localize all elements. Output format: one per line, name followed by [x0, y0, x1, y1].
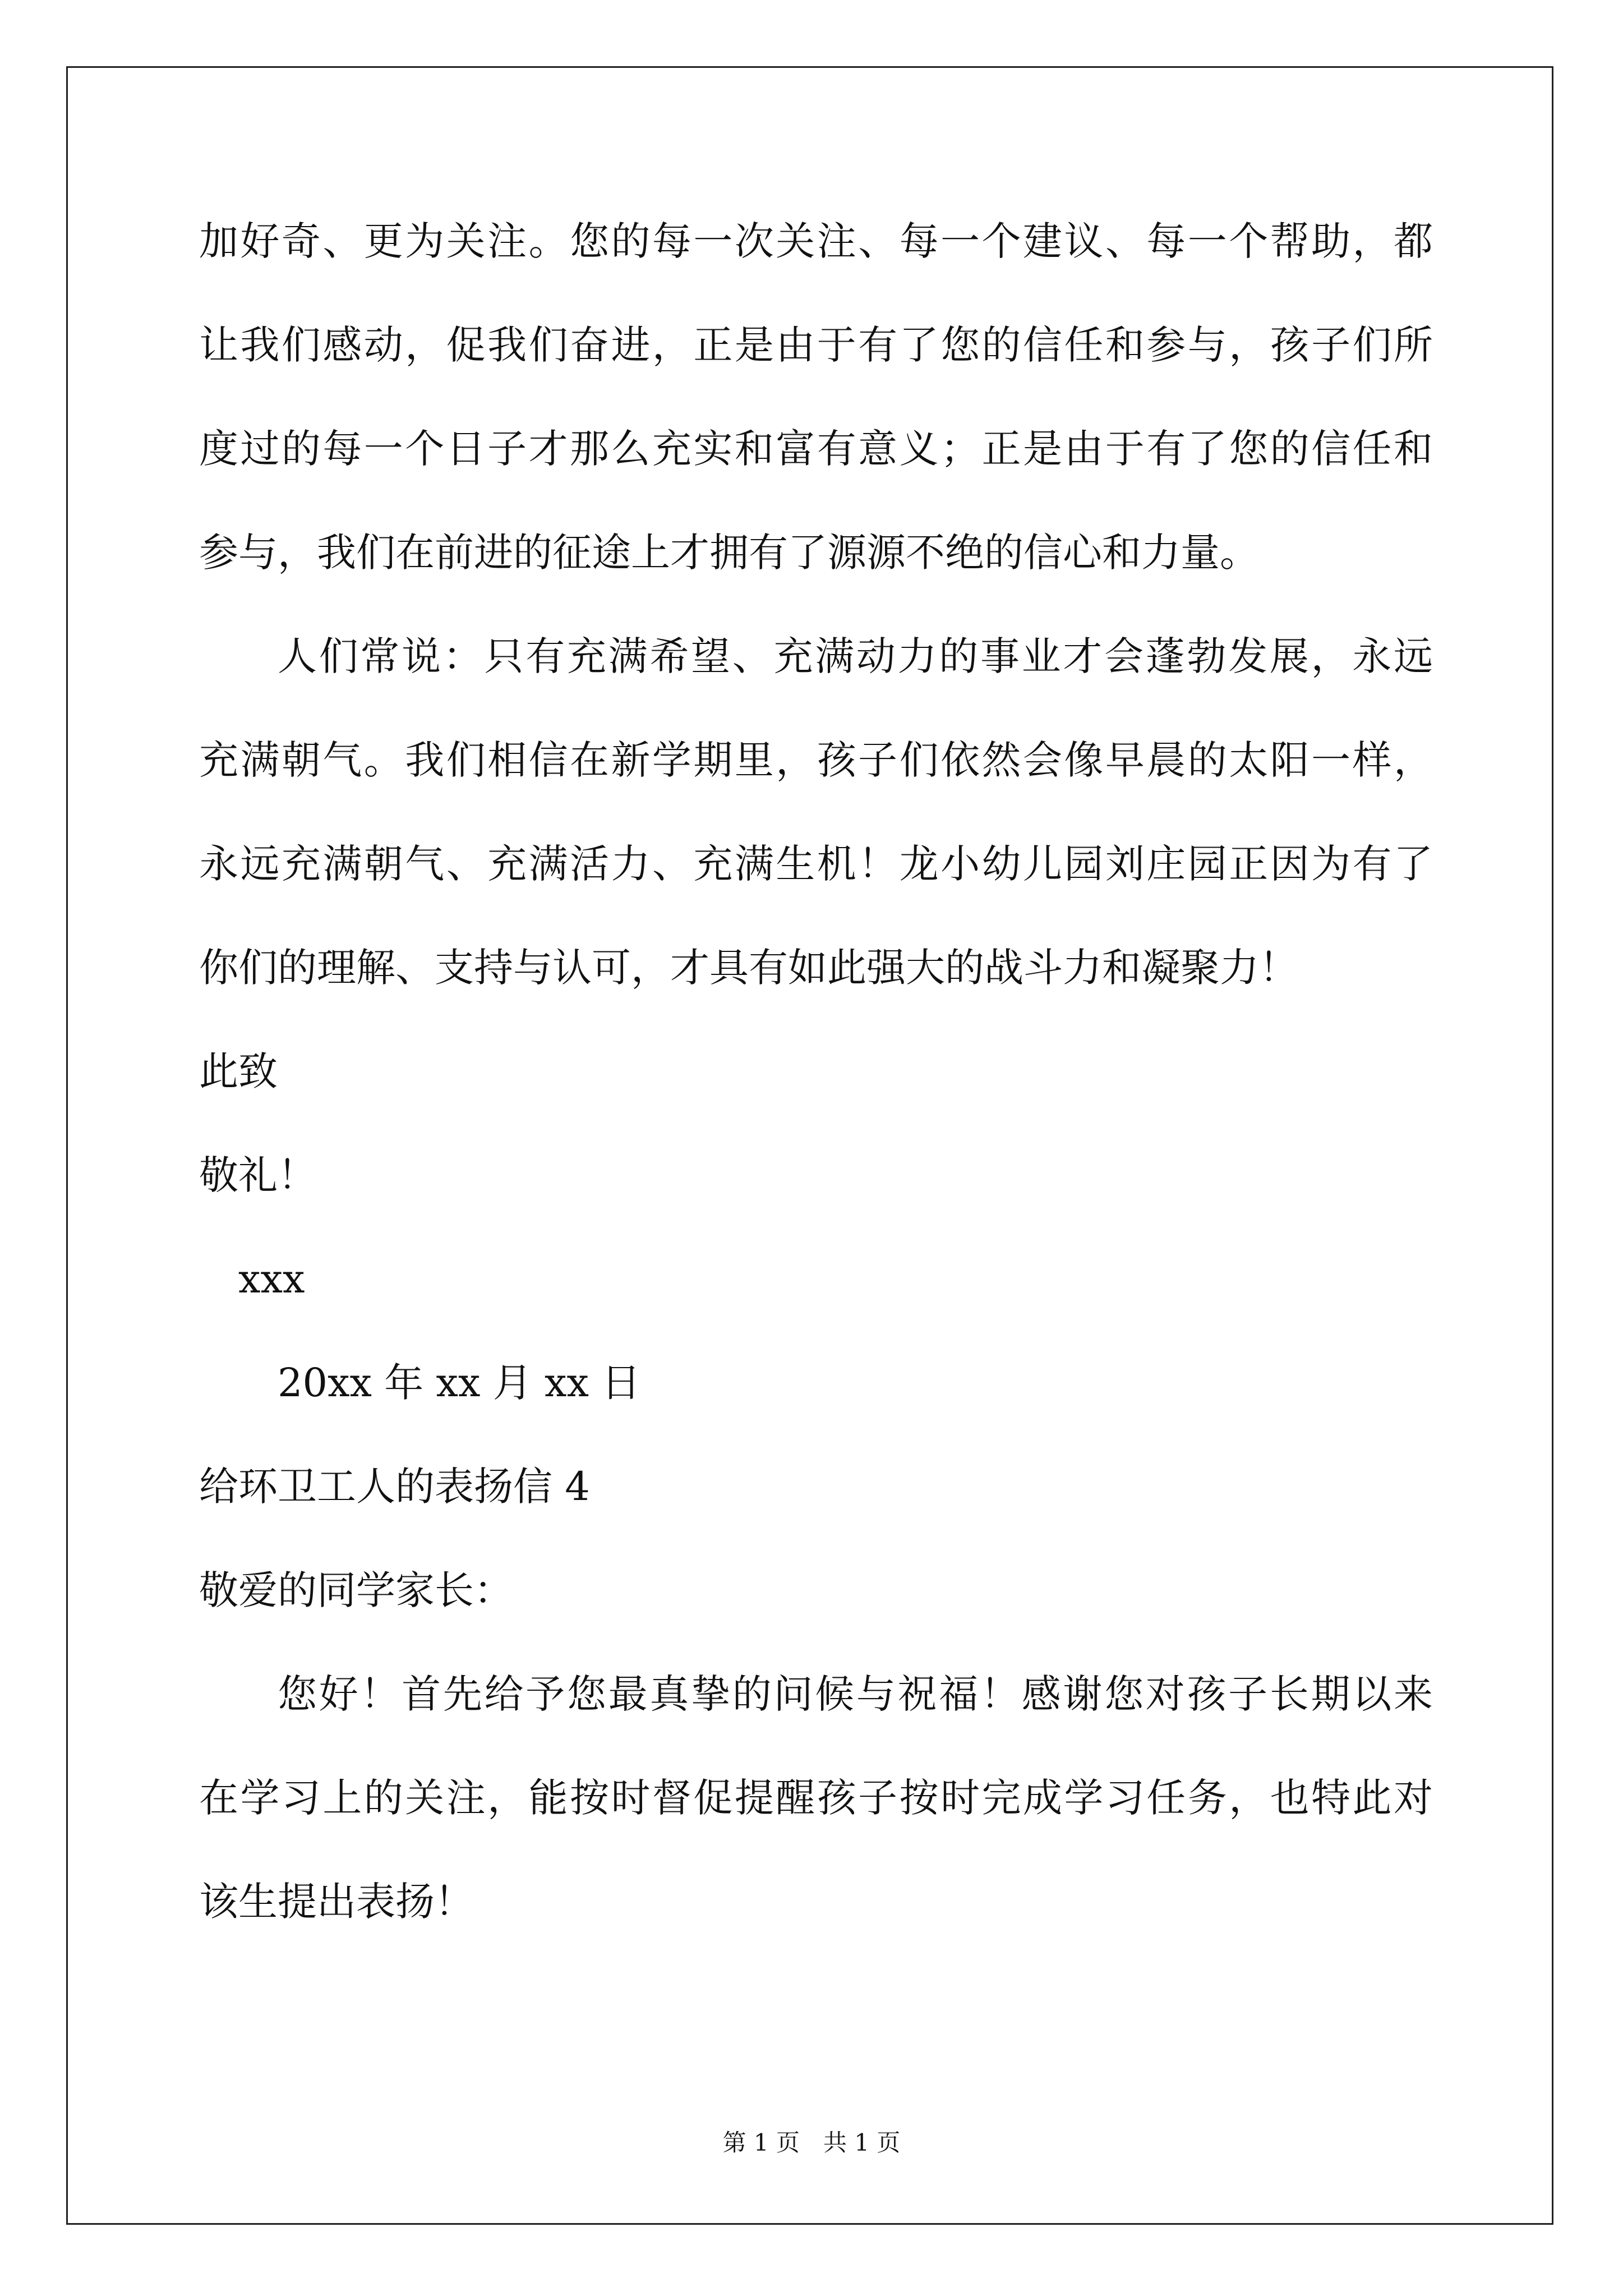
paragraph-line: 永远充满朝气、充满活力、充满生机！龙小幼儿园刘庄园正因为有了	[199, 841, 1433, 887]
paragraph-line: 让我们感动，促我们奋进，正是由于有了您的信任和参与，孩子们所	[199, 322, 1433, 368]
closing-salutation: 此致	[199, 1048, 278, 1094]
paragraph-line: 你们的理解、支持与认可，才具有如此强大的战斗力和凝聚力！	[199, 945, 1298, 991]
paragraph-line: 度过的每一个日子才那么充实和富有意义；正是由于有了您的信任和	[199, 426, 1433, 472]
paragraph-line: 人们常说：只有充满希望、充满动力的事业才会蓬勃发展，永远	[278, 633, 1433, 679]
paragraph-line: 参与，我们在前进的征途上才拥有了源源不绝的信心和力量。	[199, 530, 1259, 576]
paragraph-line: 该生提出表扬！	[199, 1879, 474, 1925]
signature: xxx	[238, 1256, 305, 1302]
letter-greeting: 敬爱的同学家长：	[199, 1567, 513, 1613]
date: 20xx 年 xx 月 xx 日	[278, 1360, 641, 1406]
paragraph-line: 在学习上的关注，能按时督促提醒孩子按时完成学习任务，也特此对	[199, 1775, 1433, 1821]
paragraph-line: 您好！首先给予您最真挚的问候与祝福！感谢您对孩子长期以来	[278, 1671, 1433, 1717]
letter-title: 给环卫工人的表扬信 4	[199, 1464, 590, 1510]
page-footer: 第 1 页 共 1 页	[722, 2129, 901, 2156]
paragraph-line: 充满朝气。我们相信在新学期里，孩子们依然会像早晨的太阳一样，	[199, 737, 1433, 783]
closing-respect: 敬礼！	[199, 1152, 317, 1198]
paragraph-line: 加好奇、更为关注。您的每一次关注、每一个建议、每一个帮助，都	[199, 218, 1433, 264]
